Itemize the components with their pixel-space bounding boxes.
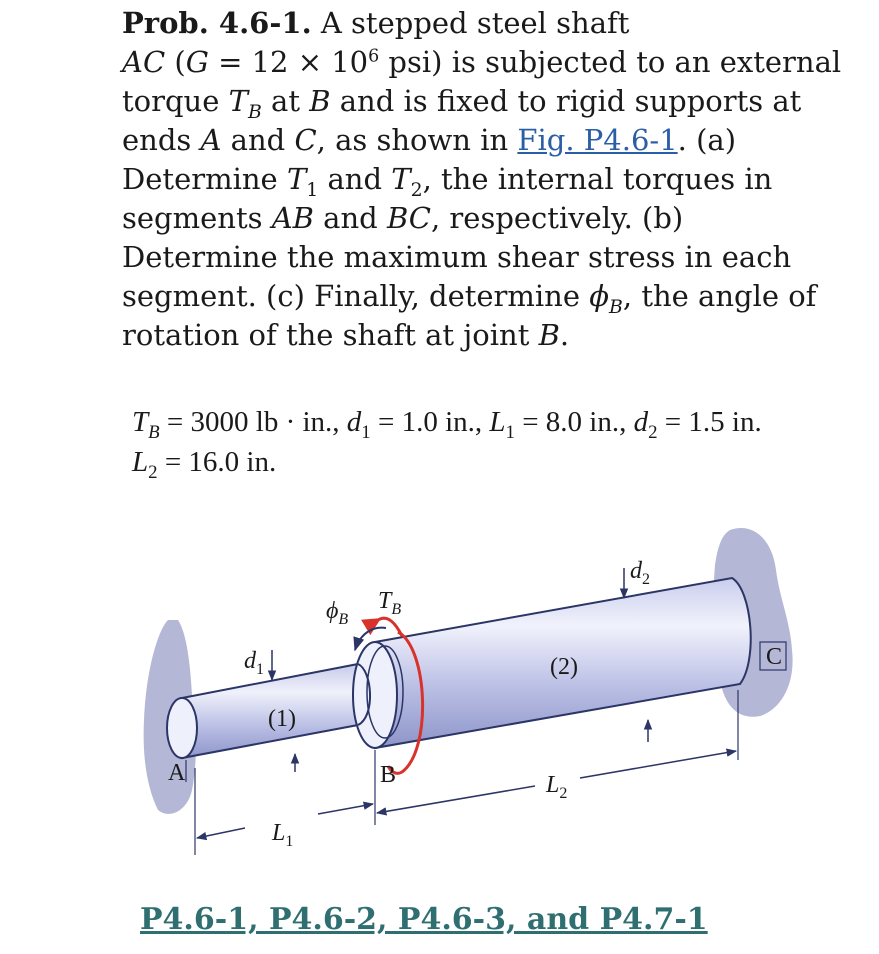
- problem-number: Prob. 4.6-1.: [122, 6, 312, 40]
- text: C: [294, 123, 317, 157]
- text: A stepped steel shaft: [311, 6, 630, 40]
- text: at: [261, 84, 310, 118]
- text: L: [132, 446, 149, 478]
- text: AB: [271, 201, 314, 235]
- text: T: [286, 162, 307, 196]
- text: , the angle of rotation of the shaft at joint: [122, 279, 817, 352]
- text: d: [633, 406, 649, 438]
- label-segment-1: (1): [268, 706, 296, 732]
- label-L2: [545, 772, 567, 802]
- figure-link[interactable]: Fig. P4.6-1: [517, 123, 678, 157]
- label-B: B: [380, 762, 397, 788]
- label-L1: [271, 820, 293, 850]
- text: 1: [505, 421, 515, 443]
- givens-line-2: [132, 442, 762, 482]
- text: AC: [122, 45, 166, 79]
- text: B: [538, 318, 560, 352]
- text: T: [228, 84, 248, 118]
- given-values: [132, 402, 762, 482]
- text: 2: [410, 179, 423, 201]
- label-phiB: [326, 598, 348, 628]
- text: psi): [379, 45, 443, 79]
- label-segment-2: (2): [550, 654, 578, 680]
- label-d1: [244, 648, 264, 678]
- text: B: [309, 84, 331, 118]
- label-C: C: [766, 644, 783, 670]
- text: 1: [285, 833, 294, 850]
- text: B: [338, 611, 349, 628]
- text: = 3000 lb · in.,: [159, 406, 340, 438]
- text: 2: [559, 785, 568, 802]
- text: = 8.0 in.,: [514, 406, 627, 438]
- givens-line-1: [132, 402, 762, 442]
- text: and: [221, 123, 295, 157]
- text: 1: [256, 661, 264, 678]
- text: L: [272, 820, 286, 846]
- text: ϕ: [589, 279, 610, 313]
- text: (: [165, 45, 186, 79]
- text: B: [247, 101, 262, 123]
- text: . (a) Determine: [122, 123, 737, 196]
- text: and is fixed to rigid supports at ends: [122, 84, 802, 157]
- text: B: [148, 421, 160, 443]
- text: T: [132, 406, 149, 438]
- segment-1-end-face: [167, 698, 197, 758]
- shaft-diagram: [140, 520, 800, 865]
- text: A: [200, 123, 222, 157]
- text: 1: [361, 421, 371, 443]
- text: , the internal torques in segments: [122, 162, 773, 235]
- text: = 16.0 in.: [157, 446, 277, 478]
- text: L: [546, 772, 560, 798]
- text: is subjected to an external torque: [122, 45, 842, 118]
- shoulder-face: [353, 642, 397, 748]
- text: T: [391, 162, 411, 196]
- text: 1: [306, 179, 319, 201]
- L2-dimension-left: [377, 786, 535, 813]
- text: B: [391, 601, 402, 618]
- text: BC: [386, 201, 431, 235]
- figure-caption[interactable]: P4.6-1, P4.6-2, P4.6-3, and P4.7-1: [140, 902, 708, 937]
- text: and: [313, 201, 387, 235]
- text: T: [378, 588, 392, 614]
- text: ϕ: [326, 598, 339, 624]
- text: = 1.0 in.,: [370, 406, 483, 438]
- text: G: [185, 45, 209, 79]
- label-A: A: [168, 760, 186, 786]
- text: = 1.5 in.: [657, 406, 762, 438]
- L2-dimension-right: [580, 751, 736, 778]
- L1-dimension-right: [318, 804, 373, 814]
- text: d: [244, 648, 256, 674]
- text: d: [346, 406, 362, 438]
- text: L: [489, 406, 506, 438]
- text: , respectively. (b) Determine the maximum shear stress in each segment. (c) Finally, determine: [122, 201, 792, 313]
- text: and: [318, 162, 392, 196]
- text: 6: [368, 46, 380, 67]
- text: 2: [642, 571, 650, 588]
- text: d: [630, 558, 642, 584]
- text: .: [559, 318, 570, 352]
- text: B: [609, 296, 623, 318]
- stepped-shaft-figure: [140, 520, 800, 865]
- text: , as shown in: [316, 123, 518, 157]
- text: 2: [148, 461, 158, 483]
- text: = 12 × 10: [208, 45, 369, 79]
- text: 2: [648, 421, 658, 443]
- label-d2: [630, 558, 650, 588]
- problem-statement: [122, 4, 842, 355]
- label-TB: [378, 588, 401, 618]
- L1-dimension-left: [197, 828, 245, 838]
